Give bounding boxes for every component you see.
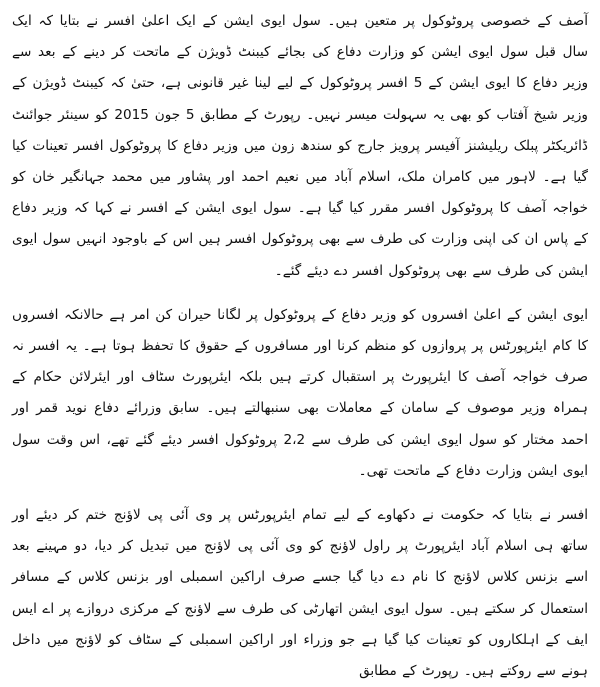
- article-paragraph-1: آصف کے خصوصی پروٹوکول پر متعین ہیں۔ سول ایوی ایشن کے ایک اعلیٰ افسر نے بتایا کہ ایک سال قبل سول ایوی ایشن کو وزارت دفاع کی بجائے کیبنٹ ڈویژن کے ماتحت کر دینے کے بعد سے وزیر دفاع کا ایوی ایشن کے 5 افسر پروٹوکول کے لیے لینا غیر قانونی ہے، حتیٰ کہ کیبنٹ ڈویژن کے وزیر شیخ آفتاب کو بھی یہ سہولت میسر نہیں۔ رپورٹ کے مطابق 5 جون 2015 کو سینئر جوائنٹ ڈائریکٹر پبلک ریلیشنز آفیسر پرویز جارج کو سندھ زون میں وزیر دفاع کا پروٹوکول افسر تعینات کیا گیا ہے۔ لاہور میں کامران ملک، اسلام آباد میں نعیم احمد اور پشاور میں محمد جہانگیر خان کو خواجہ آصف کا پروٹوکول افسر مقرر کیا گیا ہے۔ سول ایوی ایشن کے افسر نے کہا کہ وزیر دفاع کے پاس ان کی اپنی وزارت کی طرف سے بھی پروٹوکول افسر ہیں اس کے باوجود انہیں سول ایوی ایشن کی طرف سے بھی پروٹوکول افسر دے دیئے گئے۔: [12, 13, 589, 279]
- article-paragraph-2: ایوی ایشن کے اعلیٰ افسروں کو وزیر دفاع کے پروٹوکول پر لگانا حیران کن امر ہے حالانکہ افسروں کا کام ایئرپورٹس پر پروازوں کو منظم کرنا اور مسافروں کے حقوق کا تحفظ ہوتا ہے۔ یہ افسر نہ صرف خواجہ آصف کا ایئرپورٹ پر استقبال کرتے ہیں بلکہ ایئرپورٹ سٹاف اور ایئرلائن حکام کے ہمراہ وزیر موصوف کے سامان کے معاملات بھی سنبھالتے ہیں۔ سابق وزرائے دفاع نوید قمر اور احمد مختار کو سول ایوی ایشن کی طرف سے 2،2 پروٹوکول افسر دیئے گئے تھے، اس وقت سول ایوی ایشن وزارت دفاع کے ماتحت تھی۔: [12, 306, 588, 479]
- article-paragraph-3: افسر نے بتایا کہ حکومت نے دکھاوے کے لیے تمام ایئرپورٹس پر وی آئی پی لاؤنج ختم کر دیئے اور ساتھ ہی اسلام آباد ایئرپورٹ پر راول لاؤنج کو وی آئی پی لاؤنج میں تبدیل کر دیا، دو مہینے بعد اسے بزنس کلاس لاؤنج کا نام دے دیا گیا جسے صرف اراکین اسمبلی اور بزنس کلاس کے مسافر استعمال کر سکتے ہیں۔ سول ایوی ایشن اتھارٹی کی طرف سے لاؤنج کے مرکزی دروازے پر اے ایس ایف کے اہلکاروں کو تعینات کیا گیا ہے جو وزراء اور اراکین اسمبلی کے سٹاف کو لاؤنج میں داخل ہونے سے روکتے ہیں۔ رپورٹ کے مطابق: [12, 507, 588, 680]
